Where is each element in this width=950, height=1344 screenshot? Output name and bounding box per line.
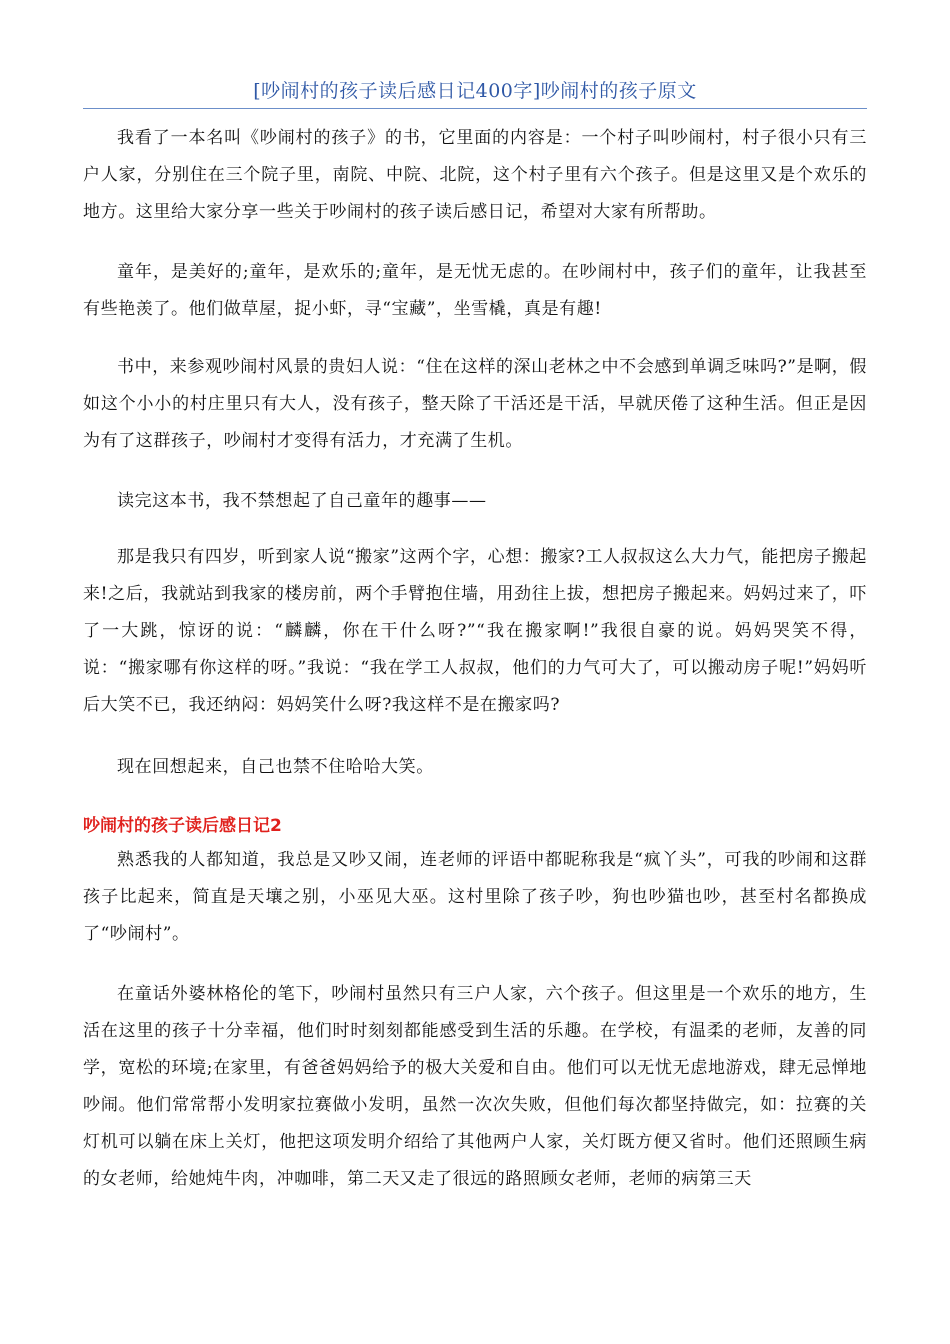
paragraph-5: 那是我只有四岁，听到家人说“搬家”这两个字，心想：搬家?工人叔叔这么大力气，能把房子搬起来!之后，我就站到我家的楼房前，两个手臂抱住墙，用劲往上拔，想把房子搬起来。妈妈过来了，吓了一大跳，惊讶的说：“麟麟，你在干什么呀?”“我在搬家啊!”我很自豪的说。妈妈哭笑不得，说：“搬家哪有你这样的呀。”我说：“我在学工人叔叔，他们的力气可大了，可以搬动房子呢!”妈妈听后大笑不已，我还纳闷：妈妈笑什么呀?我这样不是在搬家吗?: [83, 547, 867, 715]
paragraph-6: 现在回想起来，自己也禁不住哈哈大笑。: [117, 757, 434, 777]
paragraph-3: 书中，来参观吵闹村风景的贵妇人说：“住在这样的深山老林之中不会感到单调乏味吗?”是啊，假如这个小小的村庄里只有大人，没有孩子，整天除了干活还是干活，早就厌倦了这种生活。但正是因为有了这群孩子，吵闹村才变得有活力，才充满了生机。: [83, 357, 867, 451]
section2-paragraph-1: 熟悉我的人都知道，我总是又吵又闹，连老师的评语中都昵称我是“疯丫头”，可我的吵闹和这群孩子比起来，简直是天壤之别，小巫见大巫。这村里除了孩子吵，狗也吵猫也吵，甚至村名都换成了“吵闹村”。: [83, 850, 867, 944]
paragraph-1: 我看了一本名叫《吵闹村的孩子》的书，它里面的内容是：一个村子叫吵闹村，村子很小只有三户人家，分别住在三个院子里，南院、中院、北院，这个村子里有六个孩子。但是这里又是个欢乐的地方。这里给大家分享一些关于吵闹村的孩子读后感日记，希望对大家有所帮助。: [83, 128, 867, 222]
document-title: [吵闹村的孩子读后感日记400字]吵闹村的孩子原文: [253, 80, 697, 102]
paragraph-4: 读完这本书，我不禁想起了自己童年的趣事——: [117, 491, 487, 511]
section2-paragraph-2: 在童话外婆林格伦的笔下，吵闹村虽然只有三户人家，六个孩子。但这里是一个欢乐的地方，生活在这里的孩子十分幸福，他们时时刻刻都能感受到生活的乐趣。在学校，有温柔的老师，友善的同学，宽松的环境;在家里，有爸爸妈妈给予的极大关爱和自由。他们可以无忧无虑地游戏，肆无忌惮地吵闹。他们常常帮小发明家拉赛做小发明，虽然一次次失败，但他们每次都坚持做完，如：拉赛的关灯机可以躺在床上关灯，他把这项发明介绍给了其他两户人家，关灯既方便又省时。他们还照顾生病的女老师，给她炖牛肉，冲咖啡，第二天又走了很远的路照顾女老师，老师的病第三天: [83, 984, 867, 1189]
paragraph-2: 童年，是美好的;童年，是欢乐的;童年，是无忧无虑的。在吵闹村中，孩子们的童年，让我甚至有些艳羡了。他们做草屋，捉小虾，寻“宝藏”，坐雪橇，真是有趣!: [83, 262, 867, 319]
title-divider: [83, 108, 867, 109]
section-heading: 吵闹村的孩子读后感日记2: [83, 816, 282, 836]
